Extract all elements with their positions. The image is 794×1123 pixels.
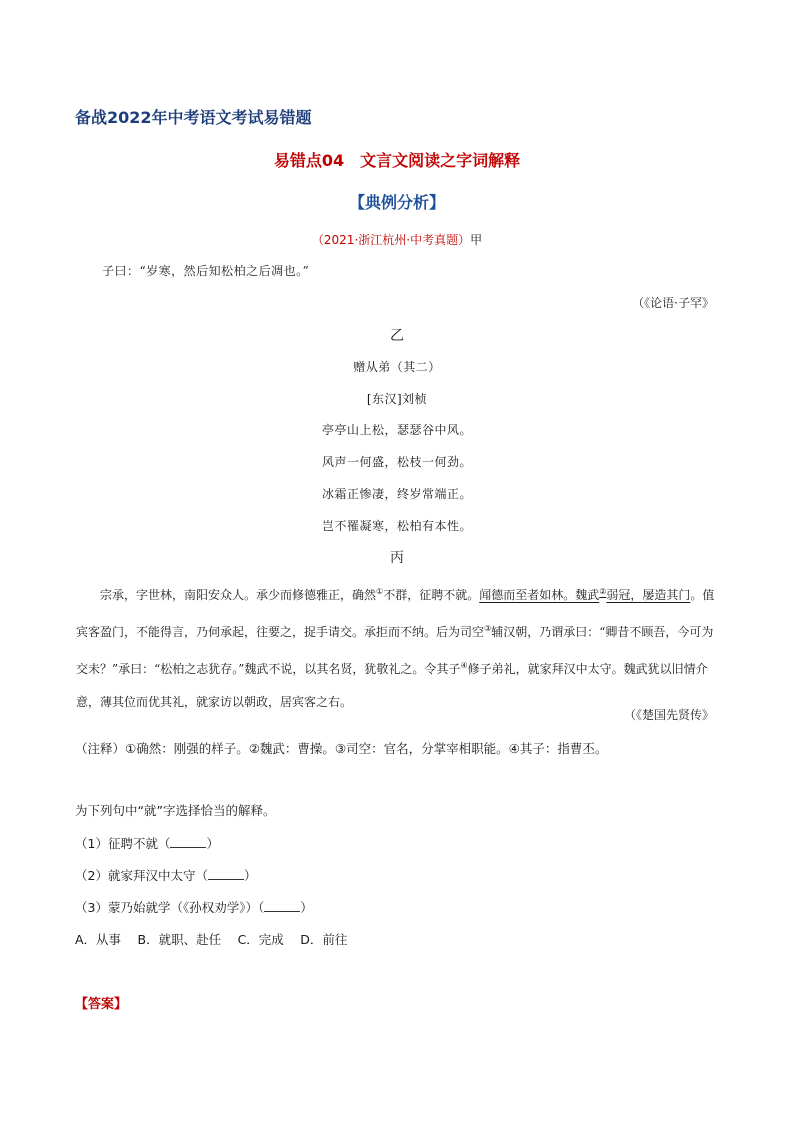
passage-text: 承曰：“卿昔不顾吾，今可为交未？”承曰：“松柏之志犹存。”魏武不说，以其名贤，犹敬礼之。令其 <box>76 625 714 676</box>
underlined-sentence: 闻德而至者如林。魏武 <box>479 588 600 602</box>
note-marker: ② <box>599 587 607 596</box>
section-title: 【典例分析】 <box>348 193 445 212</box>
answer-heading: 【答案】 <box>75 997 128 1012</box>
poem-line: 岂不罹凝寒，松柏有本性。 <box>321 519 472 533</box>
passage-text: 宗承，字世林，南阳安众人。承少而修德雅正，确然 <box>100 588 377 602</box>
note-marker: ① <box>376 587 384 596</box>
note-marker: ③ <box>484 624 492 633</box>
underlined-sentence: 屡造其门 <box>642 588 691 602</box>
question-prompt: 为下列句中“就”字选择恰当的解释。 <box>75 803 276 818</box>
topic-title: 易错点04 文言文阅读之字词解释 <box>273 151 521 170</box>
passage-text: 修子弟礼，就家拜汉中太守。魏武犹以旧情介意，薄其位而优其礼，就家访以朝政，居宾客之右。 <box>76 662 708 709</box>
underlined-sentence: 弱冠， <box>606 588 643 602</box>
passage-text: 。值宾客盈门，不能得言，乃伺承起，往要之，捉手请交。承拒而不纳。后为司空 <box>76 588 715 639</box>
answer-blank[interactable] <box>264 899 300 912</box>
passage-text: 辅汉朝，乃谓 <box>491 625 564 639</box>
jia-text: 子曰：“岁寒，然后知松柏之后凋也。” <box>102 264 310 278</box>
bing-citation: （《楚国先贤传》 <box>623 708 714 722</box>
answer-blank[interactable] <box>208 867 244 880</box>
answer-options: A．从事 B．就职、赴任 C．完成 D．前往 <box>75 932 348 947</box>
note-marker: ④ <box>460 661 468 670</box>
question-item: （1）征聘不就（ ） <box>75 836 219 851</box>
jia-citation: （《论语·子罕》 <box>632 296 714 310</box>
poem-title: 赠从弟（其二） <box>353 360 441 374</box>
answer-blank[interactable] <box>170 835 206 848</box>
source-year: （2021·浙江杭州·中考真题） <box>311 233 471 247</box>
annotation-notes: （注释）①确然：刚强的样子。②魏武：曹操。③司空：官名，分掌宰相职能。④其子：指曹丕。 <box>75 741 608 756</box>
passage-text: 子 <box>448 662 461 676</box>
label-bing: 丙 <box>390 550 404 566</box>
question-item: （2）就家拜汉中太守（ ） <box>75 868 257 883</box>
poem-line: 亭亭山上松，瑟瑟谷中风。 <box>321 423 472 437</box>
bing-passage <box>76 575 718 719</box>
question-source <box>0 231 794 248</box>
poem-line: 冰霜正惨凄，终岁常端正。 <box>321 487 472 501</box>
label-yi: 乙 <box>390 328 404 344</box>
poem-author: [东汉]刘桢 <box>366 392 428 406</box>
label-jia: 甲 <box>470 233 483 247</box>
poem-line: 风声一何盛，松枝一何劲。 <box>321 455 472 469</box>
passage-text: 不群，征聘不就。 <box>383 588 480 602</box>
question-item: （3）蒙乃始就学（《孙权劝学》）（ ） <box>75 900 313 915</box>
page-header: 备战2022年中考语文考试易错题 <box>75 108 312 127</box>
